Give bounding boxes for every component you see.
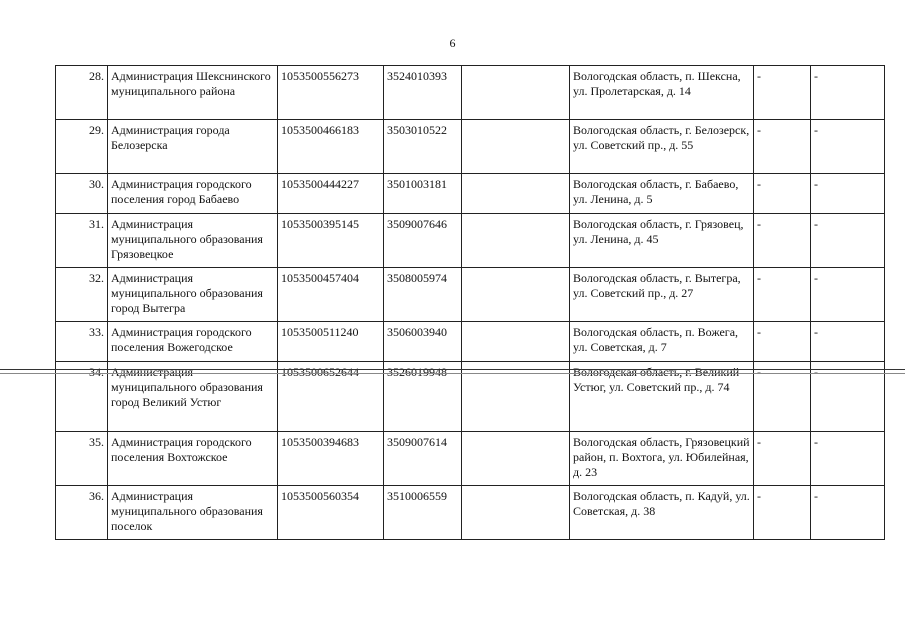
organization-name: Администрация города Белозерска: [108, 120, 278, 174]
page-number: 6: [449, 36, 456, 50]
empty-cell: [462, 362, 570, 432]
inn-cell: 3506003940: [384, 322, 462, 362]
table-row: [56, 214, 885, 268]
address-cell: Вологодская область, г. Бабаево, ул. Ленина, д. 5: [570, 174, 754, 214]
ogrn-cell: 1053500444227: [278, 174, 384, 214]
dash-cell: -: [811, 486, 885, 540]
organization-name: Администрация городского поселения Вохтожское: [108, 432, 278, 486]
row-number: 28.: [56, 66, 108, 120]
ogrn-cell: 1053500560354: [278, 486, 384, 540]
organization-name: Администрация Шекснинского муниципального района: [108, 66, 278, 120]
dash-cell: -: [811, 120, 885, 174]
dash-cell: -: [754, 174, 811, 214]
ogrn-cell: 1053500556273: [278, 66, 384, 120]
dash-cell: -: [754, 268, 811, 322]
dash-cell: -: [754, 322, 811, 362]
dash-cell: -: [811, 66, 885, 120]
dash-cell: -: [811, 432, 885, 486]
table-row: [56, 486, 885, 540]
empty-cell: [462, 214, 570, 268]
empty-cell: [462, 174, 570, 214]
row-number: 34.: [56, 362, 108, 432]
table-row: [56, 120, 885, 174]
inn-cell: 3510006559: [384, 486, 462, 540]
table-row: [56, 432, 885, 486]
organization-name: Администрация муниципального образования поселок: [108, 486, 278, 540]
table-row: [56, 268, 885, 322]
ogrn-cell: 1053500457404: [278, 268, 384, 322]
organization-name: Администрация муниципального образования город Вытегра: [108, 268, 278, 322]
table-row: [56, 174, 885, 214]
dash-cell: -: [811, 174, 885, 214]
address-cell: Вологодская область, г. Белозерск, ул. Советский пр., д. 55: [570, 120, 754, 174]
empty-cell: [462, 486, 570, 540]
organization-name: Администрация городского поселения Вожегодское: [108, 322, 278, 362]
dash-cell: -: [811, 268, 885, 322]
inn-cell: 3503010522: [384, 120, 462, 174]
row-number: 30.: [56, 174, 108, 214]
inn-cell: 3501003181: [384, 174, 462, 214]
ogrn-cell: 1053500395145: [278, 214, 384, 268]
organization-name: Администрация муниципального образования Грязовецкое: [108, 214, 278, 268]
empty-cell: [462, 120, 570, 174]
table-row: [56, 66, 885, 120]
row-number: 35.: [56, 432, 108, 486]
scan-artifact-line: [0, 373, 905, 374]
dash-cell: -: [754, 432, 811, 486]
dash-cell: -: [754, 66, 811, 120]
row-number: 32.: [56, 268, 108, 322]
row-number: 36.: [56, 486, 108, 540]
inn-cell: 3526019948: [384, 362, 462, 432]
dash-cell: -: [811, 362, 885, 432]
row-number: 33.: [56, 322, 108, 362]
address-cell: Вологодская область, п. Вожега, ул. Советская, д. 7: [570, 322, 754, 362]
inn-cell: 3509007614: [384, 432, 462, 486]
scan-artifact-line: [0, 369, 905, 370]
row-number: 31.: [56, 214, 108, 268]
inn-cell: 3509007646: [384, 214, 462, 268]
ogrn-cell: 1053500511240: [278, 322, 384, 362]
ogrn-cell: 1053500466183: [278, 120, 384, 174]
dash-cell: -: [811, 214, 885, 268]
dash-cell: -: [754, 214, 811, 268]
address-cell: Вологодская область, г. Грязовец, ул. Ленина, д. 45: [570, 214, 754, 268]
table-row: [56, 362, 885, 432]
address-cell: Вологодская область, г. Вытегра, ул. Советский пр., д. 27: [570, 268, 754, 322]
dash-cell: -: [811, 322, 885, 362]
dash-cell: -: [754, 120, 811, 174]
inn-cell: 3524010393: [384, 66, 462, 120]
dash-cell: -: [754, 362, 811, 432]
empty-cell: [462, 268, 570, 322]
empty-cell: [462, 322, 570, 362]
empty-cell: [462, 432, 570, 486]
organization-name: Администрация муниципального образования город Великий Устюг: [108, 362, 278, 432]
inn-cell: 3508005974: [384, 268, 462, 322]
address-cell: Вологодская область, п. Шексна, ул. Пролетарская, д. 14: [570, 66, 754, 120]
ogrn-cell: 1053500394683: [278, 432, 384, 486]
dash-cell: -: [754, 486, 811, 540]
address-cell: Вологодская область, Грязовецкий район, п. Вохтога, ул. Юбилейная, д. 23: [570, 432, 754, 486]
row-number: 29.: [56, 120, 108, 174]
registry-table: [55, 65, 885, 540]
ogrn-cell: 1053500652644: [278, 362, 384, 432]
table-row: [56, 322, 885, 362]
address-cell: Вологодская область, п. Кадуй, ул. Советская, д. 38: [570, 486, 754, 540]
address-cell: Вологодская область, г. Великий Устюг, ул. Советский пр., д. 74: [570, 362, 754, 432]
empty-cell: [462, 66, 570, 120]
organization-name: Администрация городского поселения город Бабаево: [108, 174, 278, 214]
